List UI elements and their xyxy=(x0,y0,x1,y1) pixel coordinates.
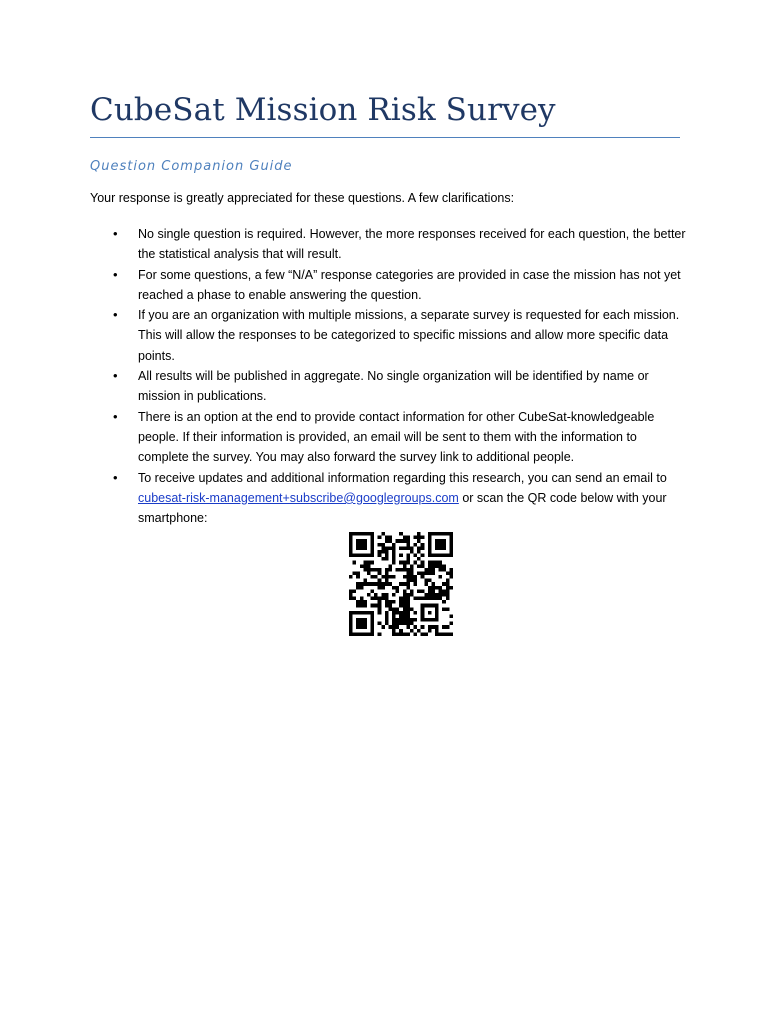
clarifications-list xyxy=(113,224,688,528)
page-subtitle: Question Companion Guide xyxy=(90,159,293,174)
list-item-text-after-link: or scan the QR code below with your smartphone: xyxy=(138,490,667,526)
list-item xyxy=(113,407,688,468)
bullet-icon: • xyxy=(113,408,118,424)
list-item-text: No single question is required. However, the more responses received for each question, the better the statistical analysis that will result. xyxy=(138,227,686,262)
list-item xyxy=(113,468,688,529)
bullet-icon: • xyxy=(113,266,118,282)
list-item xyxy=(113,305,688,366)
bullet-icon: • xyxy=(113,307,118,323)
list-item xyxy=(113,366,688,407)
title-underline xyxy=(90,137,680,138)
qr-code-icon xyxy=(349,532,453,636)
list-item-text: If you are an organization with multiple missions, a separate survey is requested for each mission. This will allow the responses to be categorized to specific missions and allow more specific data points. xyxy=(138,308,680,363)
bullet-icon: • xyxy=(113,368,118,384)
page-title: CubeSat Mission Risk Survey xyxy=(90,92,556,128)
list-item-text: There is an option at the end to provide contact information for other CubeSat-knowledgeable people. If their information is provided, an email will be sent to them with the information to complete the survey. You may also forward the survey link to additional people. xyxy=(138,409,655,465)
list-item xyxy=(113,224,688,265)
bullet-icon: • xyxy=(113,226,118,241)
subscribe-email-link[interactable]: cubesat-risk-management+subscribe@googlegroups.com xyxy=(138,490,459,505)
list-item-text: All results will be published in aggregate. No single organization will be identified by name or mission in publications. xyxy=(138,369,649,404)
bullet-icon: • xyxy=(113,469,118,485)
list-item xyxy=(113,265,688,306)
list-item-text-before-link: To receive updates and additional information regarding this research, you can send an email to xyxy=(138,470,667,485)
list-item-text: For some questions, a few “N/A” response categories are provided in case the mission has not yet reached a phase to enable answering the question. xyxy=(138,267,681,302)
intro-paragraph: Your response is greatly appreciated for these questions. A few clarifications: xyxy=(90,191,515,205)
